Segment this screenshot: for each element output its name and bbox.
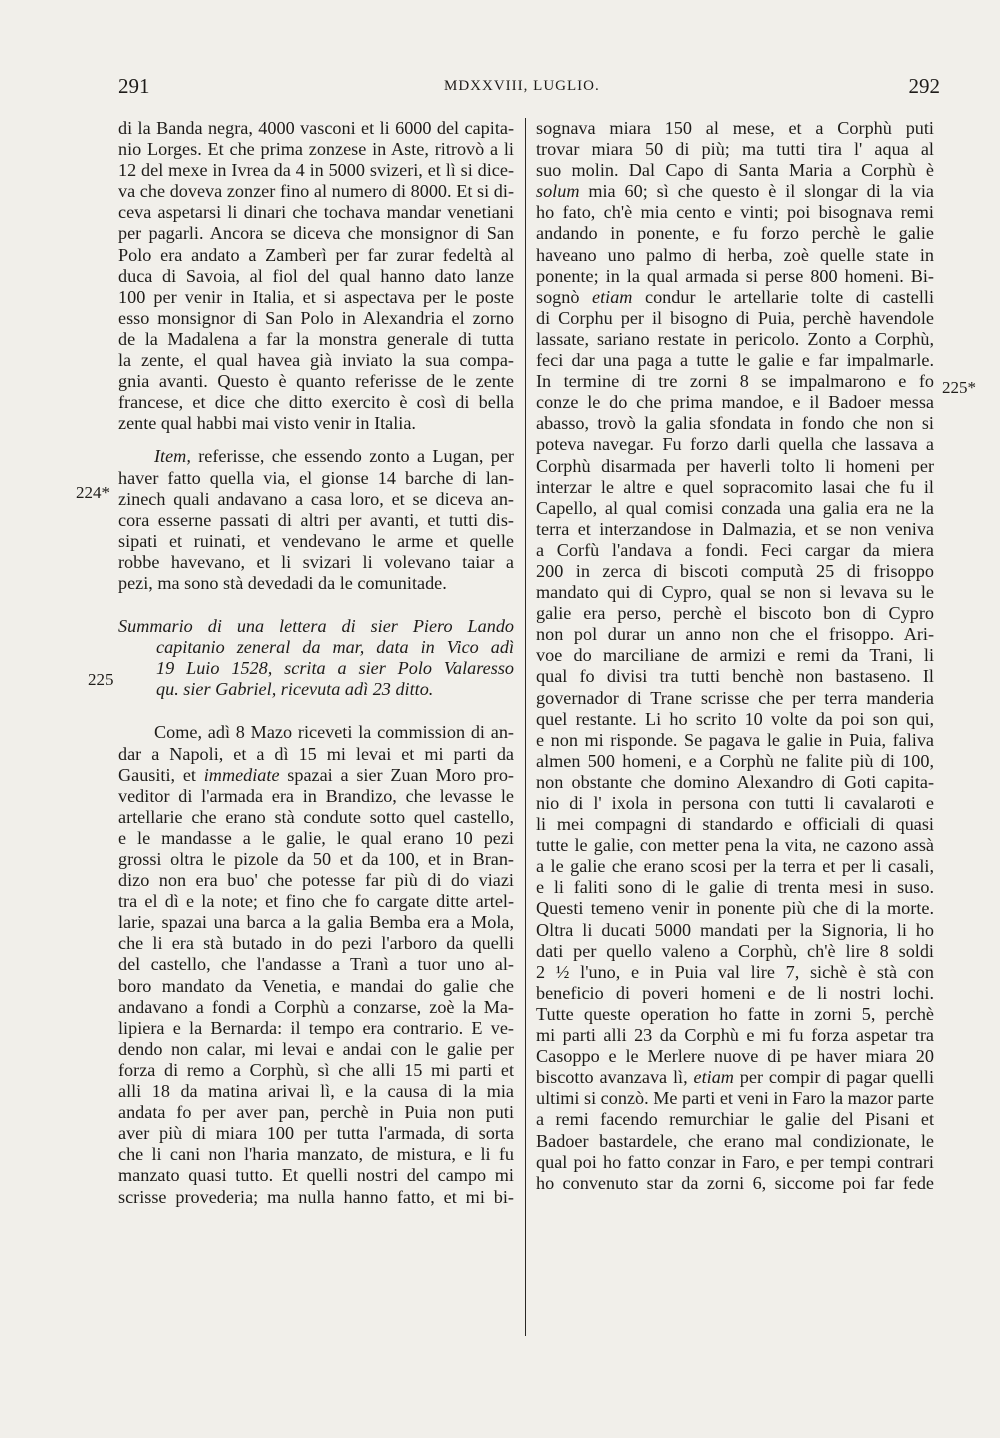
text-line: abasso, trovò la galia sfondata in fondo che non si bbox=[536, 413, 934, 434]
text-line: li mei compagni di standardo e officiali di quasi bbox=[536, 814, 934, 835]
text-line: non pol durar un anno non che el frisoppo. Ari- bbox=[536, 624, 934, 645]
text-line: Capello, al qual comisi conzada una galia era ne la bbox=[536, 497, 934, 518]
text-line: artellarie che erano stà condute sotto quel castello, bbox=[118, 806, 514, 827]
text-line: aver più di miara 100 per tutta l'armada, di sorta bbox=[118, 1123, 514, 1144]
text-line: qu. sier Gabriel, ricevuta adì 23 ditto. bbox=[156, 679, 434, 700]
text-line: forza di remo a Corphù, sì che alli 15 mi parti et bbox=[118, 1059, 514, 1080]
italic-word: solum bbox=[536, 181, 580, 202]
text-line: andavano a fondi a Corphù a conzarse, zoè la Ma- bbox=[118, 996, 514, 1017]
text-line: 19 Luio 1528, scrita a sier Polo Valaresso bbox=[156, 658, 514, 679]
text-line bbox=[118, 446, 514, 467]
text-line: alli 18 da matina arivai lì, e la causa di la mia bbox=[118, 1081, 514, 1102]
text-line: gnia avanti. Questo è quanto referisse de le zente bbox=[118, 371, 514, 392]
right-column bbox=[536, 118, 934, 1194]
text-span: biscotto avanzava lì, bbox=[536, 1067, 694, 1088]
text-line: esso monsignor di San Polo in Alexandria el zorno bbox=[118, 307, 514, 328]
text-line: capitanio zeneral da mar, data in Vico adì bbox=[156, 637, 514, 658]
margin-note-225-star: 225* bbox=[942, 378, 976, 397]
text-line: va che doveva zonzer fino al numero di 8000. Et si di- bbox=[118, 181, 514, 202]
text-span: sognò bbox=[536, 286, 593, 307]
paragraph-3 bbox=[118, 722, 514, 1207]
column-divider bbox=[525, 118, 526, 1336]
text-line: ceva aspetarsi li dinari che tochava mandar venetiani bbox=[118, 202, 514, 223]
text-line: non obstante che domino Alexandro di Goti capita- bbox=[536, 771, 934, 792]
text-span: spazai a sier Zuan Moro pro- bbox=[279, 764, 514, 785]
text-line: voe do marciliane de armizi e remi da Trani, li bbox=[536, 645, 934, 666]
text-line: tra el dì e la note; et fino che fo cargate ditte artel- bbox=[118, 891, 514, 912]
text-line: almen 500 homeni, e a Corphù ne falite più di 100, bbox=[536, 750, 934, 771]
text-line: 12 del mexe in Ivrea da 4 in 5000 svizeri, et lì si dice- bbox=[118, 160, 514, 181]
text-line: suo molin. Dal Capo di Santa Maria a Corphù è bbox=[536, 160, 934, 181]
text-line: lassate, sariano restate in pericolo. Zonto a Corphù, bbox=[536, 328, 934, 349]
text-line: In termine di tre zorni 8 se impalmarono e fo bbox=[536, 371, 934, 392]
text-line: quel restante. Li ho scrito 10 volte da poi son qui, bbox=[536, 708, 934, 729]
text-line: sipati et ruinati, et vendevano le arme et quelle bbox=[118, 530, 514, 551]
text-line: trovar miara 50 di più; ma tutti tira l' aqua al bbox=[536, 139, 934, 160]
letter-title bbox=[118, 616, 514, 700]
text-line: a Corfù l'andava a fondi. Feci cargar da miera bbox=[536, 539, 934, 560]
text-line: ultimi si conzò. Me parti et veni in Faro la mazor parte bbox=[536, 1088, 934, 1109]
text-line: dendo non calar, mi levai e andai con le galie per bbox=[118, 1038, 514, 1059]
text-span: per compir di pagar quelli bbox=[733, 1067, 934, 1088]
text-line: de la Madalena a far la monstra generale di tutta bbox=[118, 328, 514, 349]
text-line: dizo non era buo' che potesse far più di do viazi bbox=[118, 870, 514, 891]
text-line: dar a Napoli, et a dì 15 mi levai et mi parti da bbox=[118, 743, 514, 764]
text-line: veditor di l'armada era in Brandizo, che levasse le bbox=[118, 785, 514, 806]
text-line: la zente, el qual havea già inviato la sua compa- bbox=[118, 350, 514, 371]
text-line: Summario di una lettera di sier Piero Lando bbox=[118, 616, 514, 637]
text-line: grossi oltra le pizole da 50 et da 100, et in Bran- bbox=[118, 849, 514, 869]
text-span: mia 60; sì che questo è il slongar di la via bbox=[579, 181, 934, 202]
text-span: Gausiti, et bbox=[118, 764, 204, 785]
text-line: robbe havevano, et li svizari li volevano taiar a bbox=[118, 551, 514, 572]
text-line: cora esserne passati di altri per avanti, et tutti dis- bbox=[118, 509, 514, 530]
text-line: larie, spazai una barca a la galia Bemba era a Mola, bbox=[118, 912, 514, 933]
text-line: andata fo per aver pan, perchè in Puia non puti bbox=[118, 1102, 514, 1123]
left-column bbox=[118, 118, 514, 1208]
margin-note-224: 224* bbox=[76, 483, 110, 502]
text-line: ho fato, ch'è mia cento e vinti; poi bisognava remi bbox=[536, 202, 934, 223]
text-line: che li era stà butado in do pezi l'arboro da quelli bbox=[118, 933, 514, 954]
text-line: duca di Savoia, al fiol del qual hanno dato lanze bbox=[118, 265, 514, 286]
text-line: nio Lorges. Et che prima zonzese in Aste, ritrovò a li bbox=[118, 139, 514, 160]
text-line: zente qual habbi mai visto venir in Italia. bbox=[118, 413, 416, 434]
text-line: nio di l' ixola in persona con tutti li cavalaroti e bbox=[536, 793, 934, 813]
text-line: Polo era andato a Zamberì per far zurar fedeltà al bbox=[118, 244, 514, 265]
page-number-right: 292 bbox=[908, 74, 940, 98]
margin-note-225: 225 bbox=[88, 670, 114, 689]
paragraph-2 bbox=[118, 446, 514, 594]
italic-word: Item, bbox=[154, 446, 191, 467]
text-line: 200 in zerca di biscoti computà 25 di frisoppo bbox=[536, 560, 934, 581]
text-line: tutte le galie, con metter pena la vita, ne cazono assà bbox=[536, 835, 934, 856]
text-line: ho convenuto star da zorni 6, siccome poi far fede bbox=[536, 1172, 934, 1193]
text-line: boro mandato da Venetia, e mandai do galie che bbox=[118, 975, 514, 996]
text-line: beneficio di poveri homeni e de li nostri lochi. bbox=[536, 982, 934, 1003]
text-line: mi parti alli 23 da Corphù e mi fu forza aspetar tra bbox=[536, 1025, 934, 1046]
text-line: a le galie che erano scosi per la terra et per li casali, bbox=[536, 856, 934, 877]
text-line: haver fatto quella via, el gionse 14 barche di lan- bbox=[118, 467, 514, 488]
text-line: feci dar una paga a tutte le galie e far impalmarle. bbox=[536, 350, 934, 371]
text-line: interzar le altre e quel sopracomito lasai che fu il bbox=[536, 476, 934, 497]
text-line: e li faliti sono di le galie di trenta mesi in suso. bbox=[536, 877, 934, 898]
text-line: andando in ponente, e fu forzo perchè le galie bbox=[536, 223, 934, 244]
text-line: poteva navegar. Fu forzo darli quella che lassava a bbox=[536, 434, 934, 455]
page-header bbox=[118, 74, 940, 104]
text-line: Corphù disarmada per haverli tolto li homeni per bbox=[536, 455, 934, 476]
text-line: di Corphu per il bisogno di Puia, perchè havendole bbox=[536, 307, 934, 328]
paragraph-1 bbox=[118, 118, 514, 434]
text-line: e le mandasse a le galie, le qual erano 10 pezi bbox=[118, 827, 514, 848]
text-line: Oltra li ducati 5000 mandati per la Signoria, li ho bbox=[536, 919, 934, 940]
text-line: per pagarli. Ancora se diceva che monsignor di San bbox=[118, 223, 514, 244]
text-line: pezi, ma sono stà devedadi da le comunitade. bbox=[118, 572, 447, 593]
text-line: Come, adì 8 Mazo riceveti la commission di an- bbox=[154, 722, 514, 743]
text-line: 2 ½ l'uno, e in Puia val lire 7, sichè è stà con bbox=[536, 961, 934, 982]
text-line: qual fo divisi tra tutti benchè non bastaseno. Il bbox=[536, 666, 934, 687]
italic-word: etiam bbox=[592, 286, 633, 307]
text-line: sognava miara 150 al mese, et a Corphù puti bbox=[536, 118, 934, 138]
text-line: a remi facendo remurchiar le galie del Pisani et bbox=[536, 1109, 934, 1130]
text-line: 100 per venir in Italia, et si aspectava per le poste bbox=[118, 286, 514, 307]
text-line: dati per quello valeno a Corphù, ch'è lire 8 soldi bbox=[536, 940, 934, 961]
italic-word: immediate bbox=[203, 764, 280, 785]
text-line bbox=[118, 765, 514, 786]
running-title: MDXXVIII, LUGLIO. bbox=[444, 78, 600, 94]
text-line: francese, et dice che ditto exercito è così di bella bbox=[118, 392, 514, 413]
text-line bbox=[536, 181, 934, 202]
text-line: galie era perso, perchè el biscoto bon di Cypro bbox=[536, 603, 934, 624]
text-line: Badoer bastardele, che erano mal condizionate, le bbox=[536, 1130, 934, 1151]
text-line: haveano uno palmo di herba, zoè quelle state in bbox=[536, 244, 934, 265]
text-line: qual poi ho fatto conzar in Faro, e per tempi contrari bbox=[536, 1151, 934, 1172]
text-line: lipiera e la Bernarda: il tempo era contrario. E ve- bbox=[118, 1017, 514, 1038]
text-line: manzato quasi tutto. Et quelli nostri del campo mi bbox=[118, 1165, 514, 1186]
text-span: referisse, che essendo zonto a Lugan, per bbox=[190, 446, 514, 467]
text-line: terra et interzandose in Dalmazia, et se non veniva bbox=[536, 518, 934, 539]
text-line: Casoppo e le Merlere nuove di pe haver miara 20 bbox=[536, 1046, 934, 1067]
text-line bbox=[536, 1067, 934, 1088]
text-line: governador di Trane scrisse che per terra manderia bbox=[536, 687, 934, 708]
text-span: condur le artellarie tolte di castelli bbox=[632, 286, 934, 307]
text-line: zinech quali andavano a casa loro, et se diceva an- bbox=[118, 488, 514, 509]
text-line: di la Banda negra, 4000 vasconi et li 6000 del capita- bbox=[118, 118, 514, 138]
text-line bbox=[536, 287, 934, 308]
page-number-left: 291 bbox=[118, 74, 150, 98]
text-line: conze le do che prima mandoe, e il Badoer messa bbox=[536, 392, 934, 413]
text-line: scrisse provederia; ma nulla hanno fatto, et mi bi- bbox=[118, 1186, 514, 1207]
text-line: mandato qui di Cypro, qual se non si levava su le bbox=[536, 582, 934, 603]
text-line: Questi temeno venir in ponente più che di la morte. bbox=[536, 898, 934, 919]
text-line: del castello, che l'andasse a Tranì a tuor uno al- bbox=[118, 954, 514, 975]
text-line: ponente; in la qual armada si perse 800 homeni. Bi- bbox=[536, 265, 934, 286]
text-line: che li cani non l'haria manzato, de mistura, e li fu bbox=[118, 1144, 514, 1165]
italic-word: etiam bbox=[693, 1067, 734, 1088]
text-line: e non mi risponde. Se pagava le galie in Puia, faliva bbox=[536, 729, 934, 750]
text-line: Tutte queste operation ho fatte in zorni 5, perchè bbox=[536, 1003, 934, 1024]
